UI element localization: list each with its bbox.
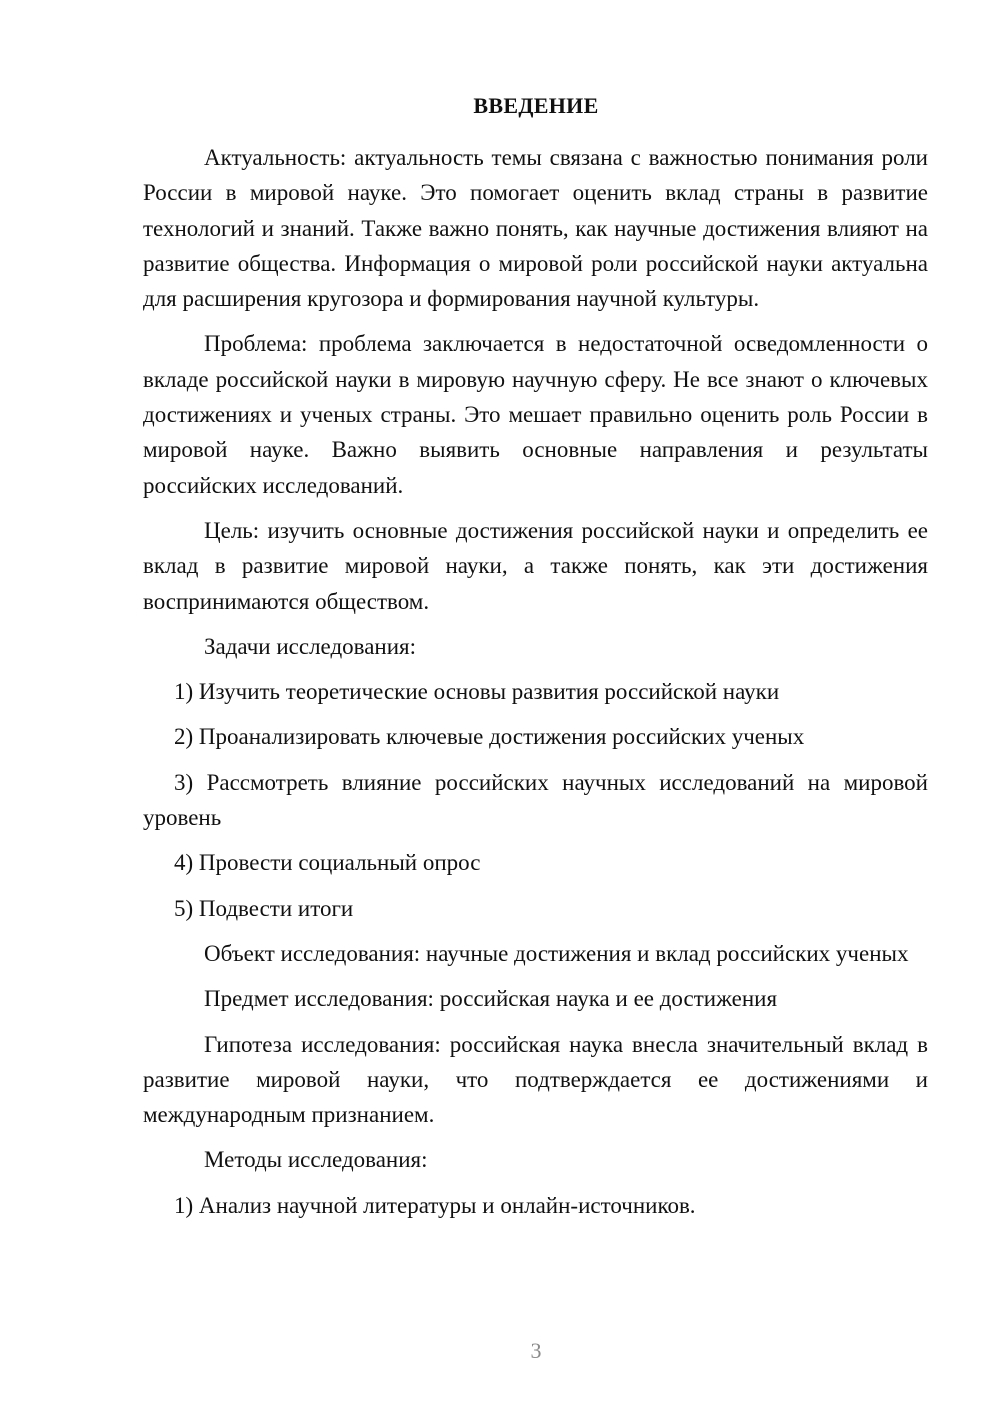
- task-item: 1) Изучить теоретические основы развития российской науки: [174, 679, 780, 705]
- task-item: 5) Подвести итоги: [174, 895, 354, 921]
- problem-paragraph: Проблема: проблема заключается в недостаточной осведомленности о вкладе российской науки в мировую научную сферу. Не все знают о ключевых достижениях и ученых страны. Это мешает правильно оценить роль России в мировой науке. Важно выявить основные направления и результаты российских исследований.: [143, 331, 928, 498]
- section-title: ВВЕДЕНИЕ: [473, 93, 599, 118]
- goal-paragraph: Цель: изучить основные достижения российской науки и определить ее вклад в развитие мировой науки, а также понять, как эти достижения воспринимаются обществом.: [143, 517, 928, 614]
- tasks-heading: Задачи исследования:: [204, 633, 417, 659]
- method-item: 1) Анализ научной литературы и онлайн-источников.: [174, 1192, 696, 1218]
- hypothesis-paragraph: Гипотеза исследования: российская наука внесла значительный вклад в развитие мировой науки, что подтверждается ее достижениями и международным признанием.: [143, 1031, 928, 1128]
- page-number: 3: [530, 1338, 542, 1363]
- task-item: 4) Провести социальный опрос: [174, 850, 481, 876]
- methods-heading: Методы исследования:: [204, 1147, 428, 1173]
- relevance-paragraph: Актуальность: актуальность темы связана с важностью понимания роли России в мировой науке. Это помогает оценить вклад страны в развитие технологий и знаний. Также важно понять, как научные достижения влияют на развитие общества. Информация о мировой роли российской науки актуальна для расширения кругозора и формирования научной культуры.: [143, 145, 928, 312]
- document-body: [143, 140, 928, 1223]
- subject-paragraph: Предмет исследования: российская наука и ее достижения: [204, 986, 778, 1012]
- task-item: 3) Рассмотреть влияние российских научных исследований на мировой уровень: [143, 769, 928, 831]
- task-item: 2) Проанализировать ключевые достижения российских ученых: [174, 724, 805, 750]
- object-paragraph: Объект исследования: научные достижения и вклад российских ученых: [204, 940, 909, 966]
